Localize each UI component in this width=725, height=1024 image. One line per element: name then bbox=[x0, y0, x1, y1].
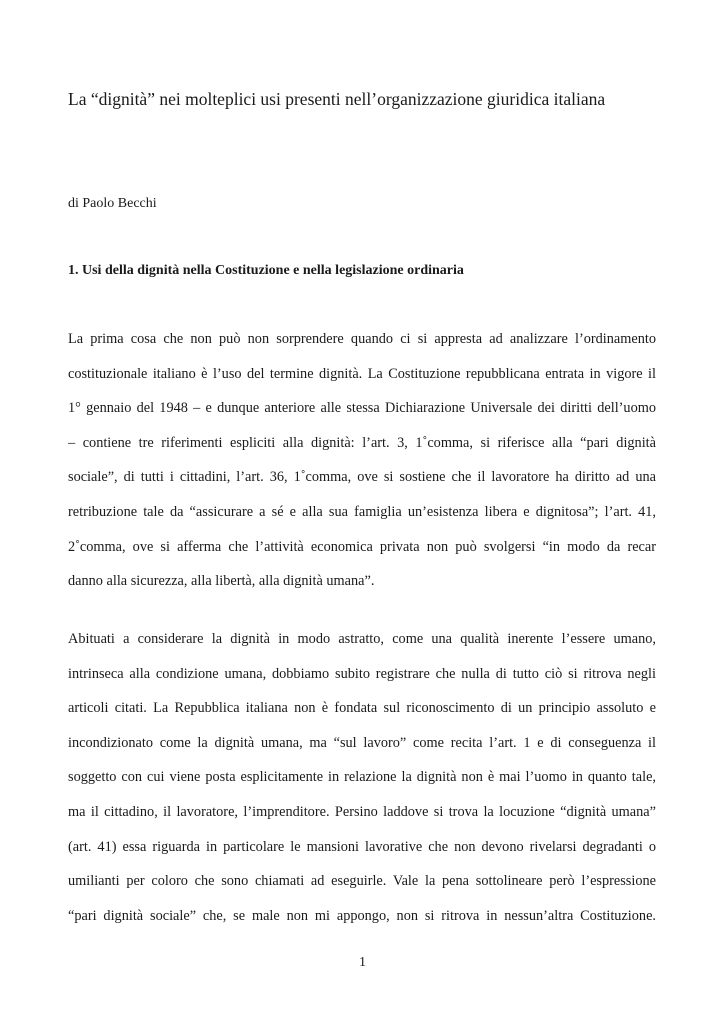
paragraph-line: intrinseca alla condizione umana, dobbiamo subito registrare che nulla di tutto ciò si ritrova negli bbox=[68, 665, 656, 682]
paragraph-line: – contiene tre riferimenti espliciti alla dignità: l’art. 3, 1˚comma, si riferisce alla “pari dignità bbox=[68, 434, 656, 451]
paragraph-line: (art. 41) essa riguarda in particolare le mansioni lavorative che non devono rivelarsi degradanti o bbox=[68, 838, 656, 855]
page-number: 1 bbox=[359, 955, 366, 970]
paragraph-line: retribuzione tale da “assicurare a sé e alla sua famiglia un’esistenza libera e dignitosa”; l’art. 41, bbox=[68, 503, 656, 520]
paragraph-1 bbox=[68, 322, 656, 599]
document-title: La “dignità” nei molteplici usi presenti nell’organizzazione giuridica italiana bbox=[68, 89, 606, 109]
paragraph-line: costituzionale italiano è l’uso del termine dignità. La Costituzione repubblicana entrata in vigore il bbox=[68, 365, 656, 382]
paragraph-line: incondizionato come la dignità umana, ma “sul lavoro” come recita l’art. 1 e di conseguenza il bbox=[68, 734, 656, 751]
paragraph-line: La prima cosa che non può non sorprendere quando ci si appresta ad analizzare l’ordinamento bbox=[68, 331, 656, 347]
paragraph-line: 1° gennaio del 1948 – e dunque anteriore alle stessa Dichiarazione Universale dei diritti dell’uomo bbox=[68, 400, 656, 417]
section-heading: 1. Usi della dignità nella Costituzione e nella legislazione ordinaria bbox=[68, 263, 464, 278]
paragraph-line: Abituati a considerare la dignità in modo astratto, come una qualità inerente l’essere umano, bbox=[68, 631, 656, 647]
paragraph-line: umilianti per coloro che sono chiamati ad eseguirle. Vale la pena sottolineare però l’espressione bbox=[68, 873, 656, 890]
paragraph-line: ma il cittadino, il lavoratore, l’imprenditore. Persino laddove si trova la locuzione “dignità umana” bbox=[68, 803, 656, 820]
paragraph-line: sociale”, di tutti i cittadini, l’art. 36, 1˚comma, ove si sostiene che il lavoratore ha diritto ad una bbox=[68, 469, 656, 486]
paragraph-2 bbox=[68, 622, 656, 933]
paragraph-line: danno alla sicurezza, alla libertà, alla dignità umana”. bbox=[68, 573, 375, 590]
paragraph-line: “pari dignità sociale” che, se male non mi appongo, non si ritrova in nessun’altra Costituzione. bbox=[68, 907, 656, 924]
paragraph-line: articoli citati. La Repubblica italiana non è fondata sul riconoscimento di un principio assoluto e bbox=[68, 700, 656, 717]
paragraph-line: soggetto con cui viene posta esplicitamente in relazione la dignità non è mai l’uomo in quanto tale, bbox=[68, 769, 656, 786]
paragraph-line: 2˚comma, ove si afferma che l’attività economica privata non può svolgersi “in modo da recar bbox=[68, 538, 656, 555]
author-line: di Paolo Becchi bbox=[68, 196, 157, 211]
